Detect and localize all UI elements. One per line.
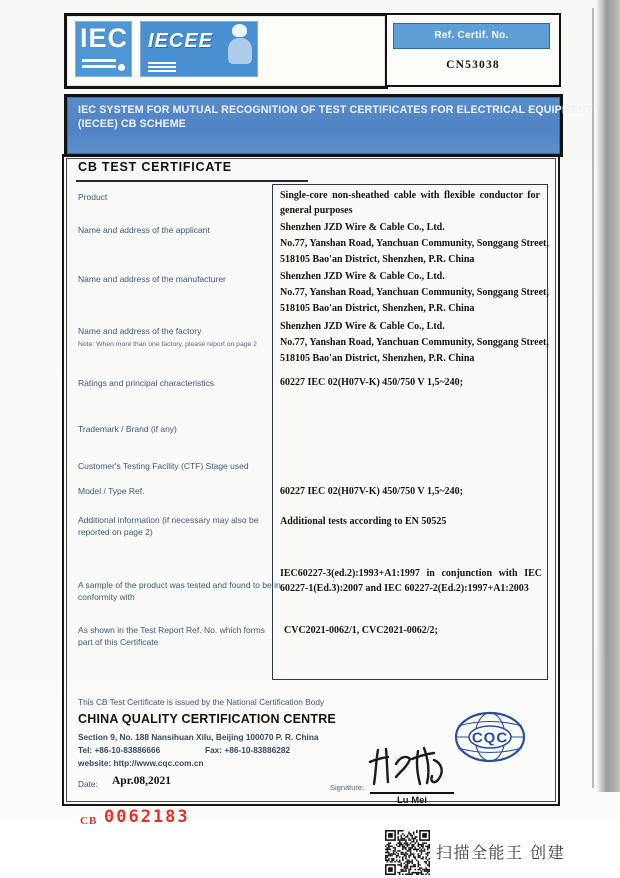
test-report-value: CVC2021-0062/1, CVC2021-0062/2; xyxy=(284,625,438,636)
factory-value xyxy=(280,319,549,367)
ncb-name: CHINA QUALITY CERTIFICATION CENTRE xyxy=(78,712,336,726)
manufacturer-address-1: No.77, Yanshan Road, Yanchuan Community, Songgang Street, xyxy=(280,287,549,298)
manufacturer-address-2: 518105 Bao'an District, Shenzhen, P.R. China xyxy=(280,303,475,314)
manufacturer-name: Shenzhen JZD Wire & Cable Co., Ltd. xyxy=(280,271,445,282)
applicant-address-2: 518105 Bao'an District, Shenzhen, P.R. China xyxy=(280,254,475,265)
scanner-watermark-text: 扫描全能王 创建 xyxy=(436,843,566,862)
signatory-name: Lu Mei xyxy=(396,795,428,806)
signature-handwriting-icon xyxy=(366,742,462,792)
ref-certif-number: CN53038 xyxy=(446,59,500,71)
iec-logo-icon xyxy=(75,21,132,77)
date-label: Date: xyxy=(78,779,98,789)
cb-series-prefix: CB xyxy=(80,815,98,827)
product-value: Single-core non-sheathed cable with flexible conductor for general purposes xyxy=(280,190,540,216)
ncb-fax: Fax: +86-10-83886282 xyxy=(205,745,291,755)
scheme-banner-line1: IEC SYSTEM FOR MUTUAL RECOGNITION OF TEST CERTIFICATES FOR ELECTRICAL EQUIPMENT xyxy=(78,104,593,116)
ratings-label: Ratings and principal characteristics xyxy=(78,378,215,388)
iecee-logo-line xyxy=(148,70,176,72)
ncb-website: website: http://www.cqc.com.cn xyxy=(78,758,204,768)
test-report-label: As shown in the Test Report Ref. No. which forms part of this Certificate xyxy=(78,625,265,647)
applicant-value xyxy=(280,220,549,268)
factory-name: Shenzhen JZD Wire & Cable Co., Ltd. xyxy=(280,321,445,332)
qr-code-icon xyxy=(385,830,430,875)
cb-serial-number: 0062183 xyxy=(104,807,190,827)
factory-note: Note: When more than one factory, please report on page 2 xyxy=(78,341,257,348)
cqc-logo-label: CQC xyxy=(471,729,509,747)
ref-certif-label: Ref. Certif. No. xyxy=(393,23,550,49)
iecee-logo-line xyxy=(148,62,176,64)
manufacturer-value xyxy=(280,269,549,317)
ctf-stage-label: Customer's Testing Facility (CTF) Stage used xyxy=(78,461,249,471)
applicant-address-1: No.77, Yanshan Road, Yanchuan Community, Songgang Street, xyxy=(280,238,549,249)
certificate-title-rule xyxy=(76,180,308,182)
additional-info-label: Additional information (if necessary may also be reported on page 2) xyxy=(78,515,259,537)
ncb-tel: Tel: +86-10-83886666 xyxy=(78,745,161,755)
factory-address-1: No.77, Yanshan Road, Yanchuan Community, Songgang Street, xyxy=(280,337,549,348)
ref-certif-box xyxy=(385,13,561,87)
iecee-logo-label: IECEE xyxy=(148,30,214,52)
product-label: Product xyxy=(78,192,108,202)
iec-logo-bar xyxy=(82,59,116,62)
applicant-name: Shenzhen JZD Wire & Cable Co., Ltd. xyxy=(280,222,445,233)
iecee-logo-icon xyxy=(140,21,258,77)
conformity-value: IEC60227-3(ed.2):1993+A1:1997 in conjunction with IEC 60227-1(Ed.3):2007 and IEC 60227-2(Ed.2):1997+A1:2003 xyxy=(280,568,542,594)
scheme-banner-line2: (IECEE) CB SCHEME xyxy=(78,118,186,130)
ratings-value: 60227 IEC 02(H07V-K) 450/750 V 1,5~240; xyxy=(280,377,463,388)
date-value: Apr.08,2021 xyxy=(112,775,171,787)
logo-box xyxy=(64,13,388,89)
iec-logo-dot xyxy=(118,64,125,71)
applicant-label: Name and address of the applicant xyxy=(78,225,210,235)
iecee-figure-head-icon xyxy=(232,24,247,37)
scheme-banner xyxy=(64,94,593,157)
scan-edge-line xyxy=(592,8,594,788)
factory-label: Name and address of the factory xyxy=(78,326,202,336)
model-type-label: Model / Type Ref. xyxy=(78,486,145,496)
iec-logo-label: IEC xyxy=(80,23,129,53)
issued-by-statement: This CB Test Certificate is issued by the National Certification Body xyxy=(78,697,325,707)
iecee-figure-icon xyxy=(228,38,252,64)
certificate-title: CB TEST CERTIFICATE xyxy=(78,160,232,174)
factory-address-2: 518105 Bao'an District, Shenzhen, P.R. China xyxy=(280,353,475,364)
model-type-value: 60227 IEC 02(H07V-K) 450/750 V 1,5~240; xyxy=(280,486,463,497)
conformity-label: A sample of the product was tested and found to be in conformity with xyxy=(78,580,281,602)
additional-info-value: Additional tests according to EN 50525 xyxy=(280,516,447,527)
signature-label: Signature: xyxy=(330,783,365,792)
iecee-logo-line xyxy=(148,66,176,68)
signature-line xyxy=(370,792,454,794)
scan-edge-shadow xyxy=(596,0,620,792)
manufacturer-label: Name and address of the manufacturer xyxy=(78,274,226,284)
cqc-logo-icon xyxy=(452,710,528,764)
trademark-label: Trademark / Brand (if any) xyxy=(78,424,177,434)
iec-logo-bar xyxy=(82,65,116,68)
ncb-address: Section 9, No. 188 Nansihuan Xilu, Beijing 100070 P. R. China xyxy=(78,732,319,742)
